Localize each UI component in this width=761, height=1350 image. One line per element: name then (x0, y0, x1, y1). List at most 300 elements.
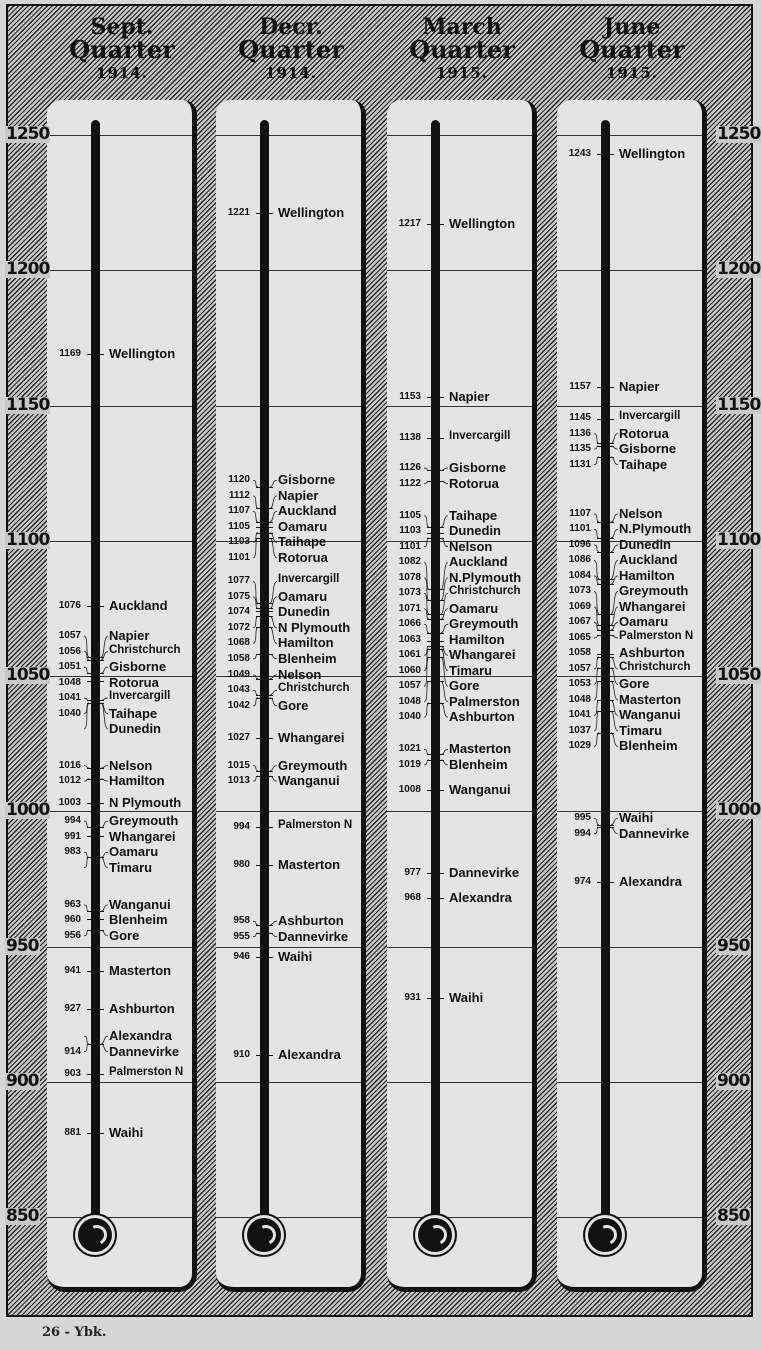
city-label: Dannevirke (278, 928, 349, 944)
y-axis-tick-left: 1050 (6, 665, 50, 685)
city-label: Wellington (449, 216, 516, 232)
value-tick (268, 679, 273, 680)
data-value: 980 (233, 859, 250, 871)
city-label: Napier (449, 389, 490, 405)
y-axis-tick-left: 950 (6, 935, 39, 956)
city-label: Rotorua (619, 425, 669, 441)
gridline (387, 135, 532, 136)
value-tick (256, 603, 261, 604)
value-tick (609, 657, 614, 658)
value-tick (87, 857, 92, 858)
data-value: 1221 (227, 207, 250, 219)
value-tick (256, 616, 261, 617)
data-value: 1012 (58, 775, 81, 787)
gridline (387, 947, 532, 948)
value-tick (439, 397, 444, 398)
data-value: 1056 (58, 645, 81, 657)
value-tick (597, 654, 602, 655)
value-tick (256, 608, 261, 609)
y-axis-tick-left: 1100 (6, 529, 50, 550)
value-tick (268, 933, 273, 934)
value-tick (427, 619, 432, 620)
data-value: 955 (233, 930, 250, 942)
gridline (47, 135, 192, 136)
value-tick (256, 698, 261, 699)
value-tick (99, 803, 104, 804)
data-value: 1003 (58, 797, 81, 809)
thermometer-tube (601, 120, 610, 1225)
city-label: Greymouth (619, 583, 689, 599)
city-label: Blenheim (619, 738, 678, 754)
value-tick (439, 533, 444, 534)
city-label: Timaru (449, 662, 493, 678)
city-label: Taihape (109, 705, 158, 721)
value-tick (99, 1074, 104, 1075)
y-axis-tick-left: 900 (6, 1070, 39, 1091)
city-label: Hamilton (619, 567, 675, 583)
value-tick (99, 857, 104, 858)
value-tick (99, 354, 104, 355)
city-label: Hamilton (278, 635, 334, 651)
value-tick (597, 711, 602, 712)
value-tick (87, 1044, 92, 1045)
gridline (387, 1217, 532, 1218)
data-value: 1063 (398, 633, 421, 645)
value-tick (597, 584, 602, 585)
y-axis-tick-left: 1000 (6, 800, 50, 821)
data-value: 1040 (58, 707, 81, 719)
city-label: Invercargill (449, 429, 511, 442)
data-value: 995 (574, 812, 591, 824)
data-value: 1015 (227, 759, 250, 771)
data-value: 914 (64, 1045, 81, 1057)
value-tick (427, 873, 432, 874)
value-tick (99, 681, 104, 682)
value-tick (99, 919, 104, 920)
value-tick (256, 771, 261, 772)
value-tick (99, 836, 104, 837)
data-value: 1057 (568, 662, 591, 674)
data-value: 1066 (398, 618, 421, 630)
value-tick (256, 611, 261, 612)
y-axis-tick-right: 1150 (717, 394, 761, 415)
city-label: Waihi (278, 949, 313, 965)
data-value: 1138 (399, 431, 421, 443)
data-value: 1021 (398, 743, 421, 755)
city-label: Dannevirke (109, 1043, 180, 1059)
value-tick (99, 930, 104, 931)
data-value: 1074 (227, 606, 250, 618)
data-value: 1049 (227, 668, 250, 680)
city-label: Blenheim (449, 756, 508, 772)
data-value: 927 (64, 1002, 81, 1014)
value-tick (87, 930, 92, 931)
gridline (47, 270, 192, 271)
value-tick (268, 865, 273, 866)
value-tick (268, 771, 273, 772)
panel-title (206, 16, 376, 81)
data-value: 1013 (227, 775, 250, 787)
value-tick (597, 387, 602, 388)
value-tick (439, 438, 444, 439)
data-value: 1048 (568, 693, 591, 705)
data-value: 1096 (568, 538, 591, 550)
y-axis-tick-left: 1200 (6, 259, 50, 280)
city-label: Auckland (278, 503, 337, 519)
value-tick (609, 579, 614, 580)
value-tick (256, 527, 261, 528)
value-tick (256, 925, 261, 926)
swirl-icon (253, 1222, 279, 1248)
data-value: 1105 (399, 509, 421, 521)
value-tick (256, 487, 261, 488)
city-label: Alexandra (109, 1028, 172, 1044)
data-value: 956 (64, 929, 81, 941)
y-axis-tick-right: 1250 (717, 124, 761, 144)
gridline (47, 811, 192, 812)
value-tick (99, 657, 104, 658)
city-label: Gisborne (619, 441, 677, 457)
value-tick (439, 641, 444, 642)
value-tick (427, 760, 432, 761)
city-label: Whangarei (619, 598, 686, 614)
value-tick (597, 700, 602, 701)
panel-title (377, 16, 547, 81)
y-axis-tick-right: 950 (717, 935, 750, 956)
value-tick (609, 614, 614, 615)
value-tick (256, 508, 261, 509)
value-tick (439, 657, 444, 658)
city-label: Oamaru (278, 588, 328, 604)
city-label: Wellington (109, 346, 176, 362)
data-value: 1029 (568, 740, 591, 752)
value-tick (427, 470, 432, 471)
thermometer-bulb-icon (418, 1218, 452, 1252)
y-axis-tick-left: 850 (6, 1206, 39, 1226)
value-tick (439, 681, 444, 682)
data-value: 1122 (399, 477, 421, 489)
city-label: Greymouth (278, 757, 348, 773)
value-tick (99, 1009, 104, 1010)
city-label: Napier (278, 487, 319, 503)
city-label: Wanganui (619, 707, 681, 723)
city-label: Nelson (619, 505, 663, 521)
value-tick (99, 911, 104, 912)
city-label: Palmerston N (619, 629, 694, 642)
value-tick (427, 790, 432, 791)
data-value: 1048 (58, 676, 81, 688)
value-tick (427, 641, 432, 642)
data-value: 1016 (58, 759, 81, 771)
value-tick (609, 446, 614, 447)
city-label: Waihi (619, 810, 654, 826)
data-value: 1112 (228, 489, 250, 501)
city-label: Auckland (619, 552, 678, 568)
data-value: 1103 (399, 525, 421, 537)
value-tick (268, 925, 273, 926)
city-label: Dunedin (278, 604, 330, 620)
value-tick (427, 646, 432, 647)
value-tick (597, 614, 602, 615)
value-tick (609, 733, 614, 734)
value-tick (439, 470, 444, 471)
data-value: 1065 (568, 631, 591, 643)
data-value: 994 (64, 815, 81, 827)
data-value: 941 (64, 964, 81, 976)
value-tick (268, 538, 273, 539)
panel-title-line: Quarter (409, 35, 515, 64)
gridline (387, 270, 532, 271)
thermometer-tube (431, 120, 440, 1225)
value-tick (268, 522, 273, 523)
value-tick (256, 533, 261, 534)
data-value: 1051 (58, 661, 81, 673)
gridline (47, 947, 192, 948)
value-tick (256, 695, 261, 696)
city-label: Gisborne (449, 460, 507, 476)
city-label: Whangarei (278, 730, 345, 746)
thermometer-tube (260, 120, 269, 1225)
value-tick (427, 527, 432, 528)
data-value: 1135 (569, 443, 591, 455)
value-tick (256, 776, 261, 777)
data-value: 1073 (398, 587, 421, 599)
panel-title-line: Decr. (259, 14, 323, 40)
city-label: Alexandra (278, 1046, 341, 1062)
city-label: Invercargill (619, 410, 681, 423)
value-tick (268, 827, 273, 828)
value-tick (439, 760, 444, 761)
city-label: Greymouth (109, 813, 179, 829)
city-label: Napier (619, 378, 660, 394)
data-value: 974 (574, 875, 591, 887)
value-tick (597, 522, 602, 523)
value-tick (268, 654, 273, 655)
value-tick (609, 584, 614, 585)
gridline (557, 947, 702, 948)
value-tick (439, 998, 444, 999)
value-tick (99, 827, 104, 828)
panel-title-line: Sept. (90, 14, 154, 40)
value-tick (99, 703, 104, 704)
value-tick (99, 660, 104, 661)
city-label: Masterton (109, 962, 172, 978)
value-tick (427, 538, 432, 539)
data-value: 1027 (227, 732, 250, 744)
value-tick (256, 679, 261, 680)
value-tick (268, 608, 273, 609)
value-tick (597, 668, 602, 669)
data-value: 1072 (227, 621, 250, 633)
value-tick (439, 619, 444, 620)
city-label: Palmerston N (278, 819, 353, 832)
value-tick (439, 600, 444, 601)
city-label: Ashburton (278, 913, 344, 929)
value-tick (439, 633, 444, 634)
value-tick (427, 481, 432, 482)
data-value: 1107 (228, 505, 250, 517)
city-label: Gisborne (278, 472, 336, 488)
thermometer-panel (216, 100, 366, 1292)
value-tick (256, 738, 261, 739)
value-tick (427, 657, 432, 658)
value-tick (597, 538, 602, 539)
data-value: 1084 (568, 569, 591, 581)
value-tick (87, 673, 92, 674)
value-tick (99, 971, 104, 972)
city-label: Nelson (278, 666, 322, 682)
value-tick (427, 397, 432, 398)
data-value: 1042 (227, 699, 250, 711)
value-tick (427, 754, 432, 755)
value-tick (256, 827, 261, 828)
data-value: 1071 (398, 602, 421, 614)
gridline (216, 811, 361, 812)
data-value: 1058 (568, 647, 591, 659)
value-tick (609, 700, 614, 701)
value-tick (87, 606, 92, 607)
value-tick (99, 1044, 104, 1045)
city-label: N.Plymouth (619, 521, 692, 537)
value-tick (597, 419, 602, 420)
value-tick (99, 700, 104, 701)
value-tick (99, 779, 104, 780)
gridline (557, 1082, 702, 1083)
city-label: Taihape (278, 534, 327, 550)
value-tick (87, 768, 92, 769)
panel-title (37, 16, 207, 81)
value-tick (99, 1133, 104, 1134)
value-tick (87, 919, 92, 920)
data-value: 1057 (58, 630, 81, 642)
value-tick (427, 998, 432, 999)
data-value: 946 (233, 951, 250, 963)
thermometer-bulb-icon (247, 1218, 281, 1252)
data-value: 994 (574, 827, 591, 839)
value-tick (597, 457, 602, 458)
value-tick (87, 803, 92, 804)
data-value: 1075 (227, 590, 250, 602)
value-tick (609, 825, 614, 826)
value-tick (256, 957, 261, 958)
value-tick (609, 419, 614, 420)
value-tick (256, 654, 261, 655)
city-label: Hamilton (109, 773, 165, 789)
data-value: 960 (64, 914, 81, 926)
city-label: Hamilton (449, 631, 505, 647)
data-value: 1058 (227, 652, 250, 664)
value-tick (597, 552, 602, 553)
value-tick (609, 882, 614, 883)
data-value: 977 (404, 867, 421, 879)
y-axis-tick-right: 900 (717, 1070, 750, 1091)
gridline (47, 406, 192, 407)
data-value: 1131 (569, 458, 591, 470)
value-tick (439, 703, 444, 704)
value-tick (268, 487, 273, 488)
data-value: 1060 (398, 664, 421, 676)
gridline (216, 406, 361, 407)
panel-title-line: 1915. (606, 64, 658, 82)
data-value: 1101 (399, 540, 421, 552)
value-tick (427, 898, 432, 899)
city-label: Invercargill (278, 573, 340, 586)
city-label: Gore (278, 697, 309, 713)
value-tick (427, 438, 432, 439)
value-tick (87, 1009, 92, 1010)
city-label: Rotorua (278, 549, 328, 565)
data-value: 1082 (398, 556, 421, 568)
data-value: 963 (64, 898, 81, 910)
value-tick (609, 538, 614, 539)
city-label: Wanganui (278, 773, 340, 789)
data-value: 1008 (398, 783, 421, 795)
data-value: 1048 (398, 695, 421, 707)
city-label: N Plymouth (278, 619, 351, 635)
city-label: Nelson (109, 757, 153, 773)
thermometer-bulb-icon (78, 1218, 112, 1252)
value-tick (597, 630, 602, 631)
city-label: Dannevirke (619, 825, 690, 841)
value-tick (268, 738, 273, 739)
data-value: 994 (233, 821, 250, 833)
data-value: 910 (233, 1048, 250, 1060)
city-label: Oamaru (278, 518, 328, 534)
value-tick (597, 825, 602, 826)
value-tick (256, 933, 261, 934)
city-label: Christchurch (619, 660, 691, 673)
city-label: Blenheim (109, 912, 168, 928)
y-axis-tick-right: 1100 (717, 529, 761, 550)
gridline (216, 1217, 361, 1218)
city-label: N.Plymouth (449, 569, 522, 585)
thermometer-bulb-icon (588, 1218, 622, 1252)
data-value: 1073 (568, 585, 591, 597)
value-tick (87, 971, 92, 972)
value-tick (256, 213, 261, 214)
city-label: Wellington (619, 145, 686, 161)
value-tick (597, 882, 602, 883)
city-label: Napier (109, 628, 150, 644)
value-tick (597, 681, 602, 682)
value-tick (609, 387, 614, 388)
city-label: Auckland (449, 554, 508, 570)
value-tick (427, 224, 432, 225)
city-label: Palmerston (449, 693, 520, 709)
value-tick (609, 668, 614, 669)
y-axis-tick-right: 1050 (717, 665, 761, 685)
gridline (557, 270, 702, 271)
value-tick (87, 779, 92, 780)
city-label: Dannevirke (449, 865, 520, 881)
value-tick (439, 538, 444, 539)
data-value: 1041 (568, 709, 591, 721)
value-tick (256, 522, 261, 523)
value-tick (609, 711, 614, 712)
value-tick (268, 603, 273, 604)
value-tick (609, 654, 614, 655)
value-tick (268, 695, 273, 696)
value-tick (268, 776, 273, 777)
data-value: 1037 (568, 724, 591, 736)
city-label: Wellington (278, 205, 345, 221)
panel-title-line: Quarter (238, 35, 344, 64)
city-label: Oamaru (449, 600, 499, 616)
city-label: Timaru (109, 859, 153, 875)
data-value: 1077 (227, 575, 250, 587)
city-label: Whangarei (449, 647, 516, 663)
city-label: Wanganui (449, 781, 511, 797)
